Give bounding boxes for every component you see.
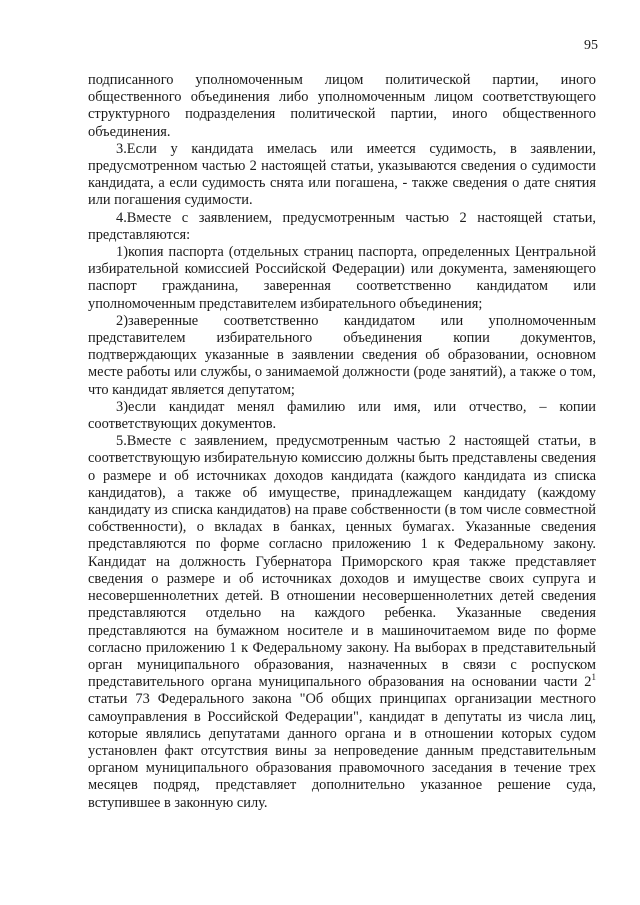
paragraph-item-1: 1)копия паспорта (отдельных страниц паспорта, определенных Центральной избирательной комиссией Российской Федерации) или документа, заменяющего паспорт гражданина, заверенная соответственно кандидатом или уполномоченным представителем избирательного объединения; [88,244,596,312]
document-body [88,72,596,812]
paragraph-item-2: 2)заверенные соответственно кандидатом или уполномоченным представителем избирательного объединения копии документов, подтверждающих указанные в заявлении сведения об образовании, основном месте работы или службы, о занимаемой должности (роде занятий), а также о том, что кандидат является депутатом; [88,312,596,398]
paragraph-clause-3: 3.Если у кандидата имелась или имеется судимость, в заявлении, предусмотренном частью 2 настоящей статьи, указываются сведения о судимости кандидата, а если судимость снята или погашена, - также сведения о дате снятия или погашения судимости. [88,140,596,209]
paragraph-clause-5 [88,433,596,811]
clause-5-text-start: 5.Вместе с заявлением, предусмотренным частью 2 настоящей статьи, в соответствующую избирательную комиссию должны быть представлены сведения о размере и об источниках доходов кандидата (каждого кандидата из списка кандидатов), а также об имуществе, принадлежащем кандидату (каждому кандидату из списка кандидатов) на праве собственности (в том числе совместной собственности), о вкладах в банках, ценных бумагах. Указанные сведения представляются по форме согласно приложению 1 к Федеральному закону. Кандидат на должность Губернатора Приморского края также представляет сведения о размере и об источниках доходов и имуществе своих супруга и несовершеннолетних детей. В отношении несовершеннолетних детей сведения представляются отдельно на каждого ребенка. Указанные сведения представляются на бумажном носителе и в машиночитаемом виде по форме согласно приложению 1 к Федеральному закону. На выборах в представительный орган муниципального образования, назначенных в связи с роспуском представительного органа муниципального образования на основании части 2 [88,433,596,691]
paragraph-clause-4: 4.Вместе с заявлением, предусмотренным частью 2 настоящей статьи, представляются: [88,209,596,243]
superscript-index: 1 [591,672,596,683]
clause-5-text-end: статьи 73 Федерального закона "Об общих принципах организации местного самоуправления в Российской Федерации", кандидат в депутаты из числа лиц, которые являлись депутатами данного органа и в отношении которых судом установлен факт отсутствия вины за непроведение данным представительным органом муниципального образования правомочного заседания в течение трех месяцев подряд, представляет дополнительно указанное решение суда, вступившее в законную силу. [88,691,596,811]
page-number: 95 [584,38,598,53]
paragraph-continuation: подписанного уполномоченным лицом политической партии, иного общественного объединения либо уполномоченным лицом соответствующего структурного подразделения политической партии, иного общественного объединения. [88,72,596,140]
paragraph-item-3: 3)если кандидат менял фамилию или имя, или отчество, – копии соответствующих документов. [88,398,596,433]
